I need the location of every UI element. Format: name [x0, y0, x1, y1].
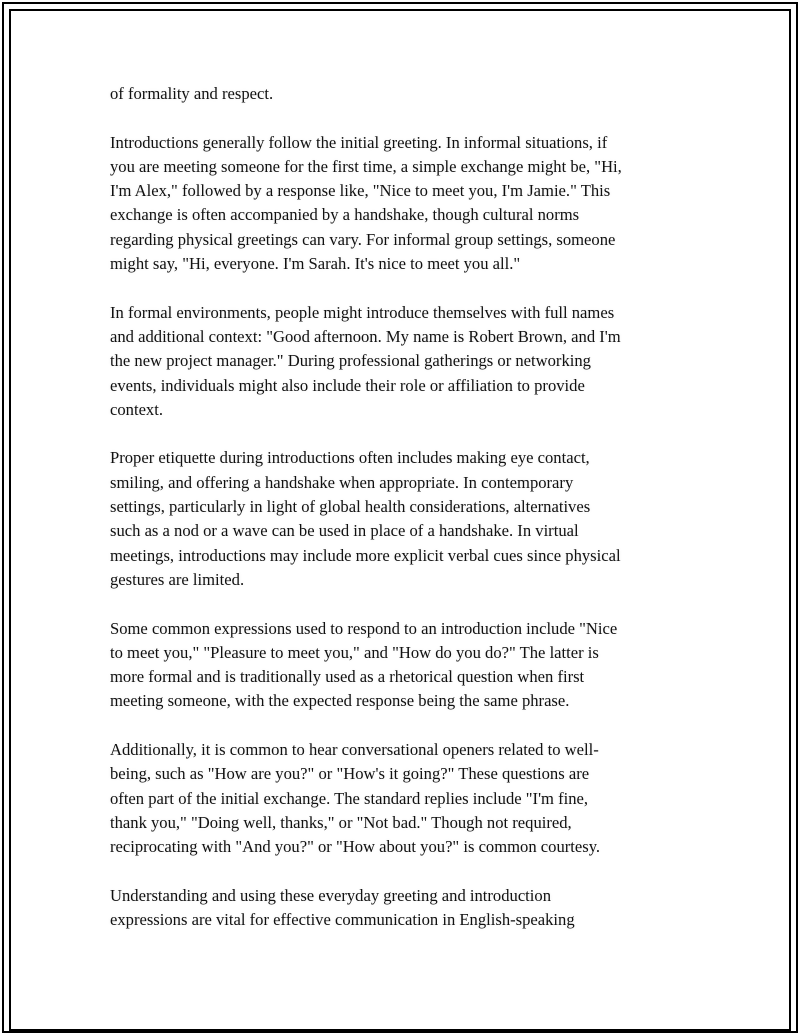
paragraph: Introductions generally follow the initial greeting. In informal situations, if you are meeting someone for the first time, a simple exchange might be, "Hi, I'm Alex," followed by a response like, "Nice to meet you, I'm Jamie." This exchange is often accompanied by a handshake, though cultural norms regarding physical greetings can vary. For informal group settings, someone might say, "Hi, everyone. I'm Sarah. It's nice to meet you all." [110, 132, 622, 274]
document-body [110, 82, 685, 957]
paragraph: Additionally, it is common to hear conversational openers related to well- being, such as "How are you?" or "How's it going?" These questions are often part of the initial exchange. The standard replies include "I'm fine, thank you," "Doing well, thanks," or "Not bad." Though not required, reciprocating with "And you?" or "How about you?" is common courtesy. [110, 740, 601, 857]
paragraph: In formal environments, people might introduce themselves with full names and additional context: "Good afternoon. My name is Robert Brown, and I'm the new project manager." During professional gatherings or networking events, individuals might also include their role or affiliation to provide context. [110, 302, 621, 419]
paragraph: of formality and respect. [110, 84, 274, 103]
paragraph: Understanding and using these everyday greeting and introduction expressions are vital for effective communication in English-speaking [110, 885, 575, 930]
paragraph: Some common expressions used to respond to an introduction include "Nice to meet you," "Pleasure to meet you," and "How do you do?" The latter is more formal and is traditionally used as a rhetorical question when first meeting someone, with the expected response being the same phrase. [110, 618, 618, 711]
paragraph: Proper etiquette during introductions often includes making eye contact, smiling, and offering a handshake when appropriate. In contemporary settings, particularly in light of global health considerations, alternatives such as a nod or a wave can be used in place of a handshake. In virtual meetings, introductions may include more explicit verbal cues since physical gestures are limited. [110, 448, 621, 589]
